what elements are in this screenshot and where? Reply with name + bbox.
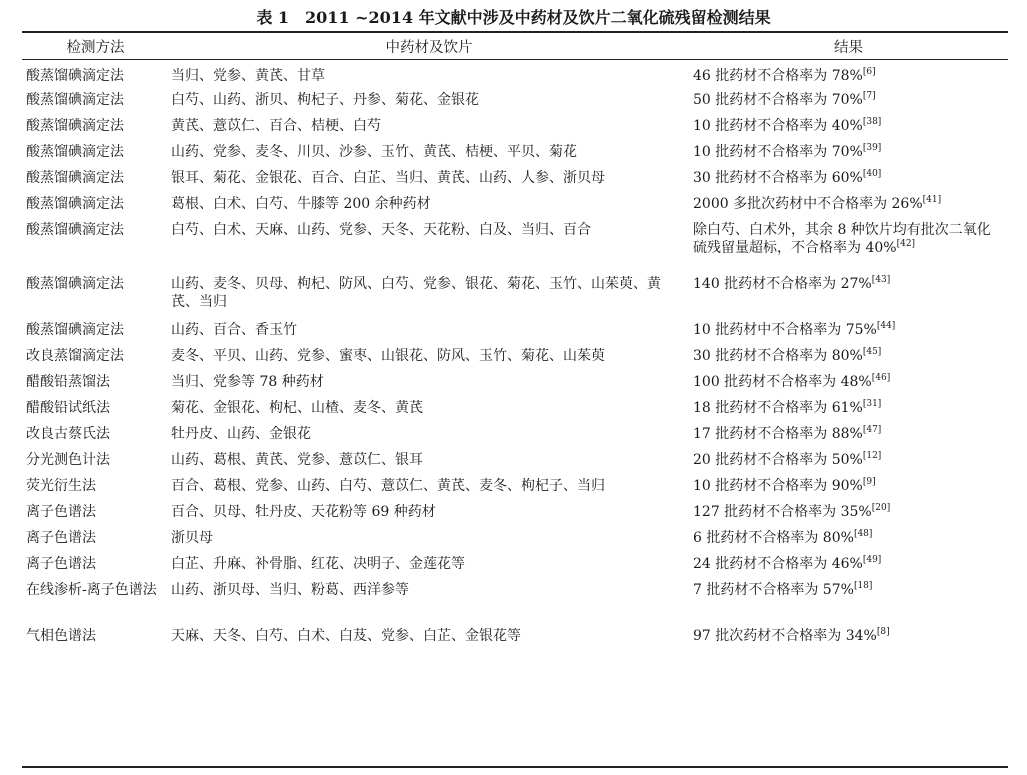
result-cell [689, 341, 1008, 367]
method-cell: 离子色谱法 [26, 530, 96, 546]
table-header-row [22, 33, 1008, 59]
materials-cell: 白芍、山药、浙贝、枸杞子、丹参、菊花、金银花 [171, 92, 479, 108]
method-cell: 酸蒸馏碘滴定法 [26, 68, 124, 84]
materials-cell: 天麻、天冬、白芍、白术、白芨、党参、白芷、金银花等 [171, 628, 521, 644]
result-cell [689, 59, 1008, 85]
materials-cell: 牡丹皮、山药、金银花 [171, 426, 311, 442]
reference-citation: [45] [862, 347, 882, 357]
method-cell: 离子色谱法 [26, 556, 96, 572]
reference-citation: [38] [862, 117, 882, 127]
method-cell: 酸蒸馏碘滴定法 [26, 322, 124, 338]
method-cell: 酸蒸馏碘滴定法 [26, 170, 124, 186]
result-cell [689, 137, 1008, 163]
materials-cell: 银耳、菊花、金银花、百合、白芷、当归、黄芪、山药、人参、浙贝母 [171, 170, 605, 186]
method-cell: 气相色谱法 [26, 628, 96, 644]
results-table [22, 33, 1008, 647]
method-cell: 改良古蔡氏法 [26, 426, 110, 442]
result-text: 6 批药材不合格率为 80% [693, 530, 854, 546]
result-cell [689, 497, 1008, 523]
reference-citation: [44] [876, 321, 896, 331]
result-text: 10 批药材不合格率为 90% [693, 478, 863, 494]
result-text: 127 批药材不合格率为 35% [693, 504, 872, 520]
table-row [22, 523, 1008, 549]
header-method: 检测方法 [66, 39, 125, 56]
result-cell [689, 215, 1008, 269]
result-text: 50 批药材不合格率为 70% [693, 92, 863, 108]
reference-citation: [41] [922, 195, 942, 205]
reference-citation: [47] [862, 425, 882, 435]
materials-cell: 白芍、白术、天麻、山药、党参、天冬、天花粉、白及、当归、百合 [171, 222, 591, 238]
result-text: 10 批药材中不合格率为 75% [693, 322, 877, 338]
result-cell [689, 163, 1008, 189]
materials-cell: 山药、浙贝母、当归、粉葛、西洋参等 [171, 582, 409, 598]
result-text: 100 批药材不合格率为 48% [693, 374, 872, 390]
materials-cell: 山药、百合、香玉竹 [171, 322, 297, 338]
result-cell [689, 315, 1008, 341]
table-row [22, 189, 1008, 215]
result-text: 30 批药材不合格率为 60% [693, 170, 863, 186]
result-cell [689, 575, 1008, 621]
bottom-rule [22, 766, 1008, 768]
method-cell: 分光测色计法 [26, 452, 110, 468]
materials-cell: 山药、葛根、黄芪、党参、薏苡仁、银耳 [171, 452, 423, 468]
materials-cell: 麦冬、平贝、山药、党参、蜜枣、山银花、防风、玉竹、菊花、山茱萸 [171, 348, 605, 364]
table-row [22, 549, 1008, 575]
table-row [22, 137, 1008, 163]
reference-citation: [20] [871, 503, 891, 513]
table-row [22, 393, 1008, 419]
method-cell: 酸蒸馏碘滴定法 [26, 118, 124, 134]
result-text: 97 批次药材不合格率为 34% [693, 628, 877, 644]
reference-citation: [48] [853, 529, 873, 539]
reference-citation: [49] [862, 555, 882, 565]
result-text: 除白芍、白术外，其余 8 种饮片均有批次二氧化硫残留量超标，不合格率为 40% [693, 222, 991, 256]
materials-cell: 菊花、金银花、枸杞、山楂、麦冬、黄芪 [171, 400, 423, 416]
method-cell: 改良蒸馏滴定法 [26, 348, 124, 364]
result-text: 24 批药材不合格率为 46% [693, 556, 863, 572]
table-row [22, 111, 1008, 137]
result-text: 7 批药材不合格率为 57% [693, 582, 854, 598]
reference-citation: [8] [876, 627, 890, 637]
materials-cell: 白芷、升麻、补骨脂、红花、决明子、金莲花等 [171, 556, 465, 572]
method-cell: 荧光衍生法 [26, 478, 96, 494]
table-row [22, 419, 1008, 445]
materials-cell: 浙贝母 [171, 530, 213, 546]
table-row [22, 215, 1008, 269]
method-cell: 酸蒸馏碘滴定法 [26, 222, 124, 238]
result-text: 18 批药材不合格率为 61% [693, 400, 863, 416]
table-row [22, 269, 1008, 315]
result-cell [689, 189, 1008, 215]
result-text: 30 批药材不合格率为 80% [693, 348, 863, 364]
method-cell: 醋酸铅蒸馏法 [26, 374, 110, 390]
materials-cell: 百合、葛根、党参、山药、白芍、薏苡仁、黄芪、麦冬、枸杞子、当归 [171, 478, 605, 494]
table-row [22, 163, 1008, 189]
reference-citation: [9] [862, 477, 876, 487]
result-cell [689, 393, 1008, 419]
reference-citation: [31] [862, 399, 882, 409]
method-cell: 醋酸铅试纸法 [26, 400, 110, 416]
result-text: 17 批药材不合格率为 88% [693, 426, 863, 442]
result-text: 20 批药材不合格率为 50% [693, 452, 863, 468]
reference-citation: [6] [862, 67, 876, 77]
result-text: 46 批药材不合格率为 78% [693, 68, 863, 84]
header-materials: 中药材及饮片 [385, 39, 473, 56]
result-cell [689, 85, 1008, 111]
materials-cell: 葛根、白术、白芍、牛膝等 200 余种药材 [171, 196, 431, 212]
table-row [22, 315, 1008, 341]
method-cell: 酸蒸馏碘滴定法 [26, 144, 124, 160]
materials-cell: 山药、麦冬、贝母、枸杞、防风、白芍、党参、银花、菊花、玉竹、山茱萸、黄芪、当归 [171, 276, 661, 310]
result-text: 140 批药材不合格率为 27% [693, 276, 872, 292]
table-row [22, 341, 1008, 367]
materials-cell: 当归、党参等 78 种药材 [171, 374, 324, 390]
materials-cell: 当归、党参、黄芪、甘草 [171, 68, 325, 84]
table-row [22, 367, 1008, 393]
reference-citation: [43] [871, 275, 891, 285]
result-text: 10 批药材不合格率为 70% [693, 144, 863, 160]
result-cell [689, 523, 1008, 549]
reference-citation: [42] [896, 239, 916, 249]
reference-citation: [46] [871, 373, 891, 383]
result-text: 10 批药材不合格率为 40% [693, 118, 863, 134]
method-cell: 离子色谱法 [26, 504, 96, 520]
table-caption: 表 1 2011 ~2014 年文献中涉及中药材及饮片二氧化硫残留检测结果 [256, 8, 771, 27]
result-cell [689, 621, 1008, 647]
table-row [22, 497, 1008, 523]
table-row [22, 445, 1008, 471]
result-cell [689, 111, 1008, 137]
table-row [22, 59, 1008, 85]
table-row [22, 621, 1008, 647]
reference-citation: [18] [853, 581, 873, 591]
table-row [22, 85, 1008, 111]
method-cell: 酸蒸馏碘滴定法 [26, 276, 124, 292]
method-cell: 酸蒸馏碘滴定法 [26, 92, 124, 108]
result-cell [689, 367, 1008, 393]
result-cell [689, 549, 1008, 575]
reference-citation: [12] [862, 451, 882, 461]
reference-citation: [7] [862, 91, 876, 101]
reference-citation: [40] [862, 169, 882, 179]
reference-citation: [39] [862, 143, 882, 153]
result-cell [689, 419, 1008, 445]
materials-cell: 黄芪、薏苡仁、百合、桔梗、白芍 [171, 118, 381, 134]
method-cell: 酸蒸馏碘滴定法 [26, 196, 124, 212]
result-cell [689, 471, 1008, 497]
header-result: 结果 [834, 39, 863, 56]
materials-cell: 百合、贝母、牡丹皮、天花粉等 69 种药材 [171, 504, 436, 520]
result-cell [689, 445, 1008, 471]
materials-cell: 山药、党参、麦冬、川贝、沙参、玉竹、黄芪、桔梗、平贝、菊花 [171, 144, 577, 160]
table-row [22, 575, 1008, 621]
table-row [22, 471, 1008, 497]
result-cell [689, 269, 1008, 315]
result-text: 2000 多批次药材中不合格率为 26% [693, 196, 923, 212]
method-cell: 在线渗析-离子色谱法 [26, 582, 157, 598]
